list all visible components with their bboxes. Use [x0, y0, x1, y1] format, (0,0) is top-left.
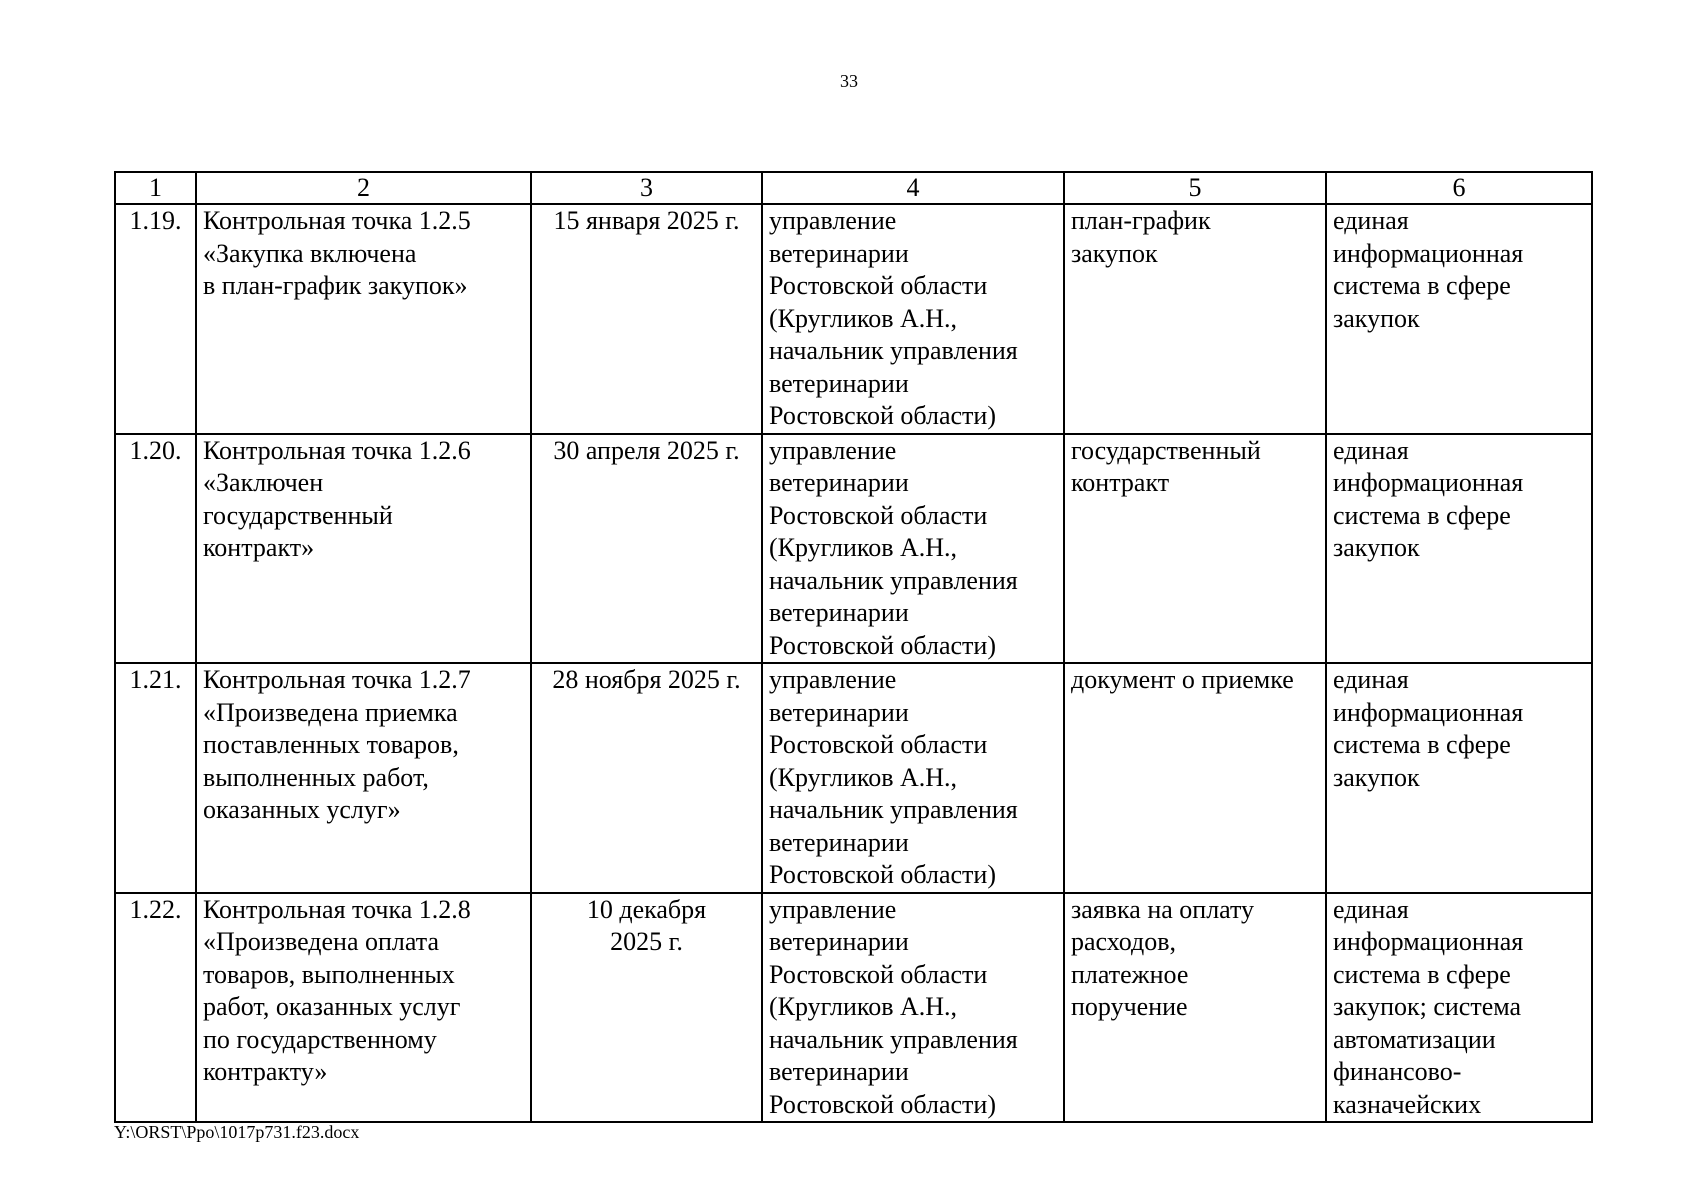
- result-line: заявка на оплату: [1071, 894, 1255, 924]
- information-system-cell: [1326, 663, 1592, 893]
- result-document-cell: [1064, 434, 1326, 664]
- table-row: [115, 204, 1592, 434]
- result-line: расходов,: [1071, 927, 1177, 956]
- responsible-line: управление: [769, 894, 897, 924]
- system-line: система в сфере: [1333, 959, 1511, 989]
- system-line: автоматизации: [1333, 1024, 1496, 1054]
- result-document-cell: [1064, 663, 1326, 893]
- column-number-4: 4: [762, 172, 1064, 204]
- responsible-line: ветеринарии: [769, 1057, 909, 1086]
- responsible-line: ветеринарии: [769, 598, 909, 627]
- responsible-line: управление: [769, 206, 897, 235]
- system-line: закупок: [1333, 303, 1420, 333]
- responsible-line: Ростовской области: [769, 271, 988, 300]
- footer-file-path: Y:\ORST\Ppo\1017p731.f23.docx: [114, 1122, 360, 1142]
- responsible-cell: [762, 663, 1064, 893]
- term-line: 10 декабря: [586, 894, 707, 924]
- column-number-3: 3: [531, 172, 762, 204]
- event-line: поставленных товаров,: [203, 730, 459, 759]
- table-row: [115, 434, 1592, 664]
- responsible-line: начальник управления: [769, 336, 1018, 365]
- responsible-line: ветеринарии: [769, 697, 909, 727]
- responsible-line: Ростовской области: [769, 730, 988, 759]
- system-line: закупок; система: [1333, 992, 1522, 1021]
- event-line: «Заключен: [203, 468, 324, 497]
- system-line: система в сфере: [1333, 500, 1511, 530]
- responsible-line: ветеринарии: [769, 468, 909, 497]
- term-line: 15 января 2025 г.: [553, 206, 740, 235]
- responsible-line: Ростовской области: [769, 500, 988, 530]
- term-cell: [531, 434, 762, 664]
- column-number-6: 6: [1326, 172, 1592, 204]
- system-line: казначейских: [1333, 1089, 1482, 1119]
- table-row: [115, 663, 1592, 893]
- event-cell: [196, 204, 531, 434]
- responsible-cell: [762, 893, 1064, 1123]
- term-line: 2025 г.: [610, 927, 683, 956]
- system-line: информационная: [1333, 927, 1524, 956]
- system-line: информационная: [1333, 468, 1524, 497]
- responsible-line: начальник управления: [769, 1024, 1018, 1054]
- system-line: система в сфере: [1333, 730, 1511, 759]
- system-line: финансово-: [1333, 1057, 1462, 1086]
- event-cell: [196, 893, 531, 1123]
- event-line: в план-график закупок»: [203, 271, 468, 300]
- result-line: поручение: [1071, 992, 1188, 1021]
- responsible-line: управление: [769, 665, 897, 694]
- responsible-line: начальник управления: [769, 565, 1018, 595]
- control-points-table: [114, 171, 1593, 1123]
- event-cell: [196, 434, 531, 664]
- event-line: товаров, выполненных: [203, 959, 455, 989]
- system-line: единая: [1333, 435, 1409, 465]
- term-line: 28 ноября 2025 г.: [552, 665, 741, 694]
- responsible-line: Ростовской области): [769, 630, 996, 660]
- responsible-line: ветеринарии: [769, 238, 909, 268]
- responsible-line: Ростовской области): [769, 401, 996, 430]
- responsible-line: ветеринарии: [769, 368, 909, 398]
- responsible-cell: [762, 204, 1064, 434]
- result-line: контракт: [1071, 468, 1170, 497]
- event-line: работ, оказанных услуг: [203, 992, 461, 1021]
- system-line: единая: [1333, 206, 1409, 235]
- row-number-cell: 1.21.: [115, 663, 196, 893]
- result-document-cell: [1064, 204, 1326, 434]
- responsible-line: (Кругликов А.Н.,: [769, 992, 958, 1021]
- table-row: [115, 893, 1592, 1123]
- result-document-cell: [1064, 893, 1326, 1123]
- row-number-cell: 1.20.: [115, 434, 196, 664]
- information-system-cell: [1326, 434, 1592, 664]
- information-system-cell: [1326, 893, 1592, 1123]
- event-line: по государственному: [203, 1024, 437, 1054]
- system-line: система в сфере: [1333, 271, 1511, 300]
- responsible-line: управление: [769, 435, 897, 465]
- term-cell: [531, 893, 762, 1123]
- event-line: государственный: [203, 500, 393, 530]
- responsible-line: ветеринарии: [769, 827, 909, 857]
- system-line: информационная: [1333, 697, 1524, 727]
- event-line: «Произведена приемка: [203, 697, 458, 727]
- result-line: платежное: [1071, 959, 1189, 989]
- result-line: государственный: [1071, 435, 1261, 465]
- system-line: единая: [1333, 665, 1409, 694]
- event-line: Контрольная точка 1.2.7: [203, 665, 471, 694]
- result-line: закупок: [1071, 238, 1158, 268]
- system-line: информационная: [1333, 238, 1524, 268]
- responsible-line: (Кругликов А.Н.,: [769, 762, 958, 792]
- system-line: закупок: [1333, 533, 1420, 562]
- responsible-line: Ростовской области): [769, 860, 996, 889]
- result-line: документ о приемке: [1071, 665, 1294, 694]
- responsible-line: Ростовской области: [769, 959, 988, 989]
- event-line: «Произведена оплата: [203, 927, 439, 956]
- event-line: контракту»: [203, 1057, 328, 1086]
- event-line: выполненных работ,: [203, 762, 429, 792]
- responsible-line: начальник управления: [769, 795, 1018, 824]
- responsible-cell: [762, 434, 1064, 664]
- page-number: 33: [840, 71, 858, 91]
- responsible-line: Ростовской области): [769, 1089, 996, 1119]
- system-line: закупок: [1333, 762, 1420, 792]
- event-line: Контрольная точка 1.2.5: [203, 206, 471, 235]
- system-line: единая: [1333, 894, 1409, 924]
- column-number-5: 5: [1064, 172, 1326, 204]
- control-points-table-wrapper: [114, 171, 1593, 1123]
- column-number-row: [115, 172, 1592, 204]
- column-number-2: 2: [196, 172, 531, 204]
- information-system-cell: [1326, 204, 1592, 434]
- column-number-1: 1: [115, 172, 196, 204]
- responsible-line: ветеринарии: [769, 927, 909, 956]
- event-line: оказанных услуг»: [203, 795, 401, 824]
- row-number-cell: 1.19.: [115, 204, 196, 434]
- term-line: 30 апреля 2025 г.: [553, 435, 740, 465]
- event-line: «Закупка включена: [203, 238, 417, 268]
- row-number-cell: 1.22.: [115, 893, 196, 1123]
- responsible-line: (Кругликов А.Н.,: [769, 303, 958, 333]
- term-cell: [531, 663, 762, 893]
- event-cell: [196, 663, 531, 893]
- event-line: Контрольная точка 1.2.6: [203, 435, 471, 465]
- event-line: контракт»: [203, 533, 315, 562]
- result-line: план-график: [1071, 206, 1211, 235]
- term-cell: [531, 204, 762, 434]
- responsible-line: (Кругликов А.Н.,: [769, 533, 958, 562]
- event-line: Контрольная точка 1.2.8: [203, 894, 471, 924]
